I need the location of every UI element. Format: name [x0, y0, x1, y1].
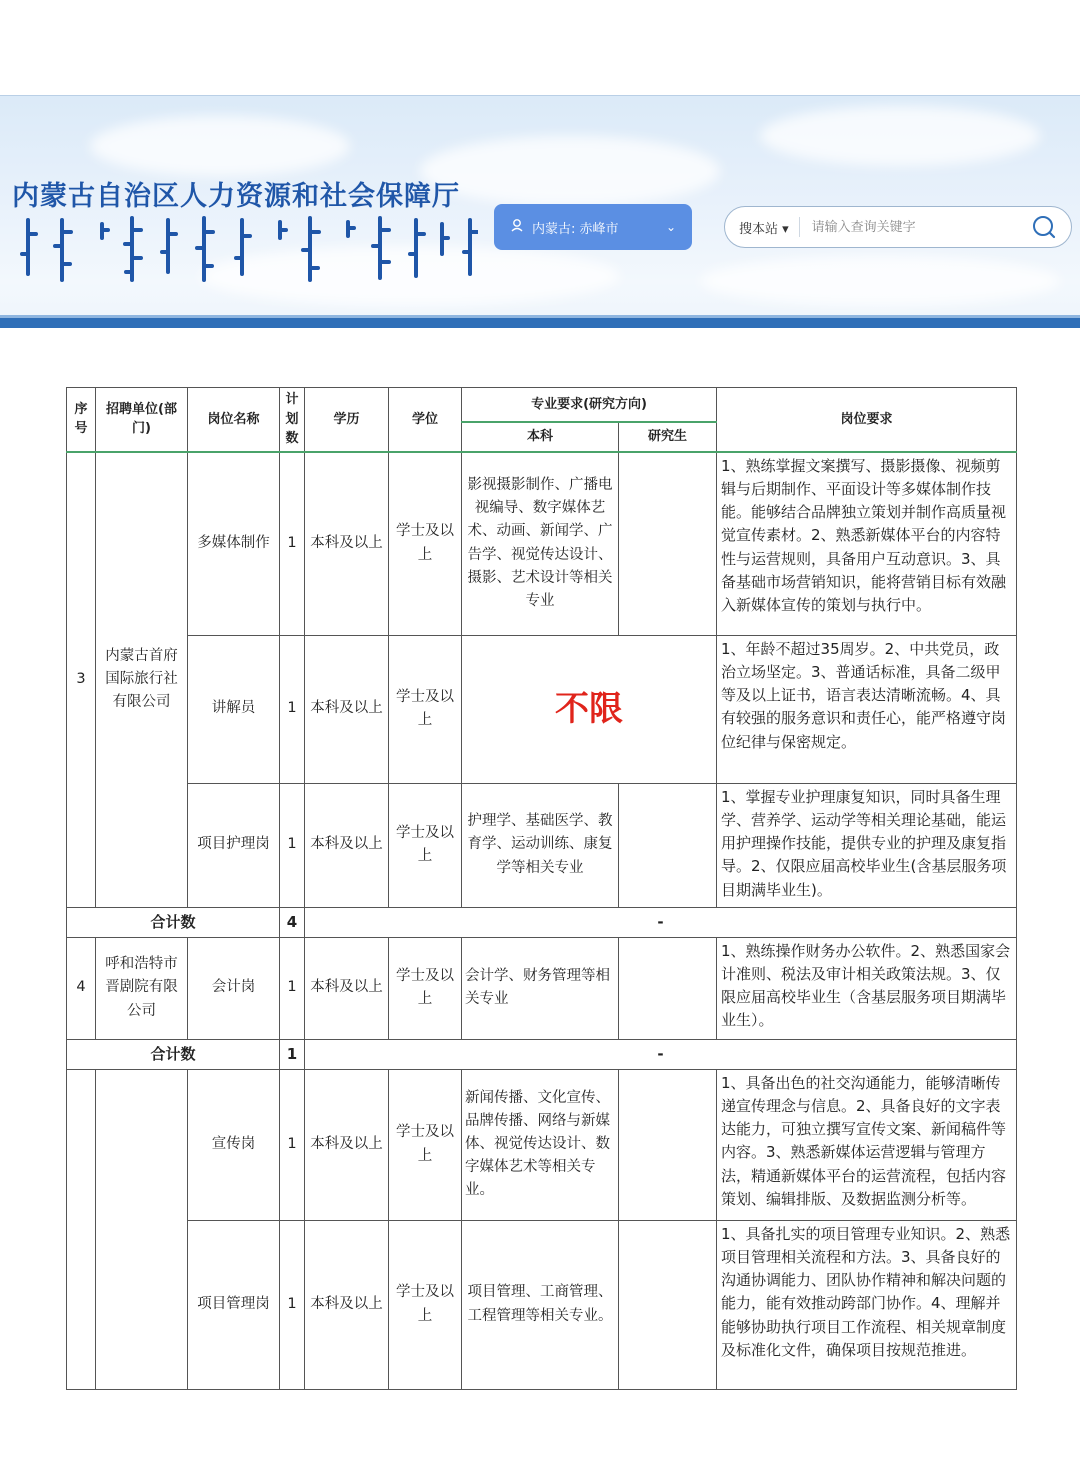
- row-degree: 学士及以上: [389, 937, 462, 1039]
- row-position: 讲解员: [188, 635, 280, 783]
- row-major-grad: [619, 937, 717, 1039]
- location-pin-icon: [510, 218, 524, 236]
- chevron-down-icon: ⌄: [665, 220, 676, 234]
- row-plan: 1: [280, 635, 305, 783]
- table-row: [67, 1069, 1017, 1220]
- row-plan: 1: [280, 783, 305, 907]
- site-title: 内蒙古自治区人力资源和社会保障厅: [12, 181, 460, 212]
- search-icon[interactable]: [1031, 214, 1057, 240]
- row-requirements: 1、年龄不超过35周岁。2、中共党员，政治立场坚定。3、普通话标准，具备二级甲等及以上证书，语言表达清晰流畅。4、具有较强的服务意识和责任心，能严格遵守岗位纪律与保密规定。: [717, 635, 1017, 783]
- row-major-undergrad: 影视摄影制作、广播电视编导、数字媒体艺术、动画、新闻学、广告学、视觉传达设计、摄影、艺术设计等相关专业: [462, 452, 619, 636]
- header-plan: 计划数: [280, 388, 305, 452]
- header-education: 学历: [305, 388, 389, 452]
- row-plan: 1: [280, 937, 305, 1039]
- row-major-undergrad: 护理学、基础医学、教育学、运动训练、康复学等相关专业: [462, 783, 619, 907]
- row-unit: 呼和浩特市晋剧院有限公司: [96, 937, 188, 1039]
- row-plan: 1: [280, 1220, 305, 1389]
- region-selector[interactable]: [494, 204, 692, 250]
- row-major-undergrad: 项目管理、工商管理、工程管理等相关专业。: [462, 1220, 619, 1389]
- row-unit: 内蒙古首府国际旅行社有限公司: [96, 452, 188, 908]
- row-major-grad: [619, 452, 717, 636]
- header-major-grad: 研究生: [619, 422, 717, 452]
- row-index: 4: [67, 937, 96, 1039]
- recruitment-table: [66, 387, 1017, 1390]
- row-plan: 1: [280, 1069, 305, 1220]
- table-row: [67, 783, 1017, 907]
- row-degree: 学士及以上: [389, 635, 462, 783]
- total-row: [67, 907, 1017, 937]
- region-label: 内蒙古: 赤峰市: [532, 221, 619, 237]
- header-position: 岗位名称: [188, 388, 280, 452]
- row-major-grad: [619, 1220, 717, 1389]
- row-requirements: 1、具备出色的社交沟通能力，能够清晰传递宣传理念与信息。2、具备良好的文字表达能力，可独立撰写宣传文案、新闻稿件等内容。3、熟悉新媒体运营逻辑与管理方法，精通新媒体平台的运营流程，包括内容策划、编辑排版、及数据监测分析等。: [717, 1069, 1017, 1220]
- header-index: 序号: [67, 388, 96, 452]
- header-unit: 招聘单位(部门): [96, 388, 188, 452]
- row-education: 本科及以上: [305, 452, 389, 636]
- header-requirements: 岗位要求: [717, 388, 1017, 452]
- header-major-group: 专业要求(研究方向): [462, 388, 717, 422]
- row-education: 本科及以上: [305, 1220, 389, 1389]
- table-row: [67, 937, 1017, 1039]
- row-plan: 1: [280, 452, 305, 636]
- total-label: 合计数: [67, 907, 280, 937]
- table-row: [67, 1220, 1017, 1389]
- header-degree: 学位: [389, 388, 462, 452]
- row-major-grad: [619, 783, 717, 907]
- row-requirements: 1、具备扎实的项目管理专业知识。2、熟悉项目管理相关流程和方法。3、具备良好的沟通协调能力、团队协作精神和解决问题的能力，能有效推动跨部门协作。4、理解并能够协助执行项目工作流程、相关规章制度及标准化文件，确保项目按规范推进。: [717, 1220, 1017, 1389]
- row-major-unlimited: 不限: [462, 635, 717, 783]
- header-major-undergrad: 本科: [462, 422, 619, 452]
- row-education: 本科及以上: [305, 1069, 389, 1220]
- row-position: 项目护理岗: [188, 783, 280, 907]
- mongolian-script-logo: [18, 214, 478, 286]
- search-scope-dropdown[interactable]: 搜本站 ▾: [725, 217, 800, 237]
- row-education: 本科及以上: [305, 635, 389, 783]
- row-position: 宣传岗: [188, 1069, 280, 1220]
- row-degree: 学士及以上: [389, 1220, 462, 1389]
- total-value: 1: [280, 1039, 305, 1069]
- total-label: 合计数: [67, 1039, 280, 1069]
- row-major-undergrad: 会计学、财务管理等相关专业: [462, 937, 619, 1039]
- search-input[interactable]: [810, 219, 1014, 236]
- row-unit: [96, 1069, 188, 1389]
- row-education: 本科及以上: [305, 783, 389, 907]
- row-education: 本科及以上: [305, 937, 389, 1039]
- row-major-grad: [619, 1069, 717, 1220]
- row-position: 多媒体制作: [188, 452, 280, 636]
- table-row: [67, 635, 1017, 783]
- total-dash: -: [305, 907, 1017, 937]
- row-index: [67, 1069, 96, 1389]
- row-position: 会计岗: [188, 937, 280, 1039]
- row-requirements: 1、熟练操作财务办公软件。2、熟悉国家会计准则、税法及审计相关政策法规。3、仅限应届高校毕业生（含基层服务项目期满毕业生）。: [717, 937, 1017, 1039]
- total-dash: -: [305, 1039, 1017, 1069]
- row-position: 项目管理岗: [188, 1220, 280, 1389]
- total-value: 4: [280, 907, 305, 937]
- row-requirements: 1、熟练掌握文案撰写、摄影摄像、视频剪辑与后期制作、平面设计等多媒体制作技能。能够结合品牌独立策划并制作高质量视觉宣传素材。2、熟悉新媒体平台的内容特性与运营规则，具备用户互动意识。3、具备基础市场营销知识，能将营销目标有效融入新媒体宣传的策划与执行中。: [717, 452, 1017, 636]
- row-requirements: 1、掌握专业护理康复知识，同时具备生理学、营养学、运动学等相关理论基础，能运用护理操作技能，提供专业的护理及康复指导。2、仅限应届高校毕业生(含基层服务项目期满毕业生)。: [717, 783, 1017, 907]
- table-row: [67, 452, 1017, 636]
- total-row: [67, 1039, 1017, 1069]
- search-bar: [724, 206, 1072, 248]
- row-degree: 学士及以上: [389, 452, 462, 636]
- row-degree: 学士及以上: [389, 1069, 462, 1220]
- row-index: 3: [67, 452, 96, 908]
- row-major-undergrad: 新闻传播、文化宣传、品牌传播、网络与新媒体、视觉传达设计、数字媒体艺术等相关专业。: [462, 1069, 619, 1220]
- row-degree: 学士及以上: [389, 783, 462, 907]
- site-header: [0, 95, 1080, 328]
